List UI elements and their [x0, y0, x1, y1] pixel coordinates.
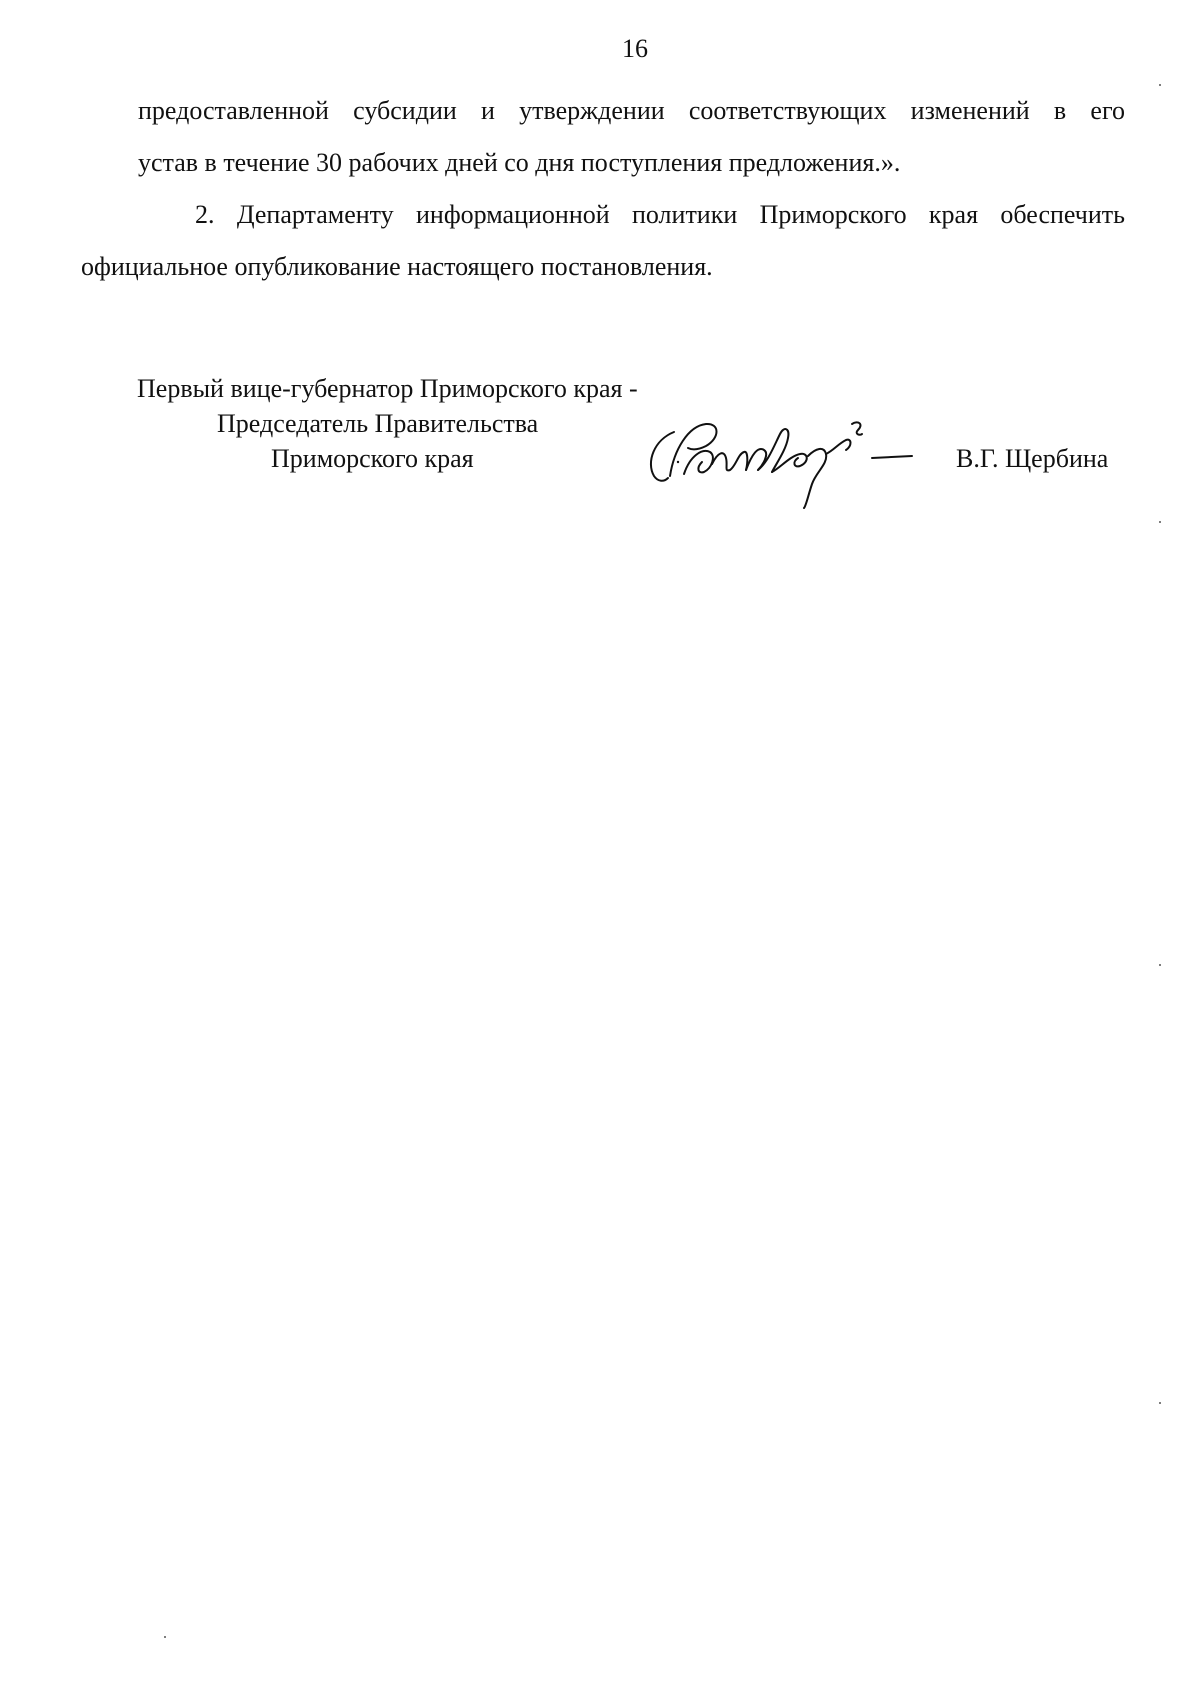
paragraph-line: официальное опубликование настоящего постановления.	[81, 252, 713, 281]
paragraph-clause-continuation	[138, 85, 1125, 189]
paragraph-item-2	[81, 189, 1125, 293]
signatory-name: В.Г. Щербина	[956, 444, 1109, 473]
handwritten-signature	[640, 410, 930, 510]
signatory-position-line: Первый вице-губернатор Приморского края -	[137, 374, 638, 403]
signatory-position-line: Приморского края	[271, 444, 474, 473]
signatory-position-line: Председатель Правительства	[217, 409, 539, 438]
paragraph-line: устав в течение 30 рабочих дней со дня поступления предложения.».	[138, 148, 901, 177]
paragraph-line: 2. Департаменту информационной политики Приморского края обеспечить	[195, 200, 1125, 229]
page-number: 16	[622, 34, 648, 63]
paragraph-line: предоставленной субсидии и утверждении соответствующих изменений в его	[138, 96, 1125, 125]
